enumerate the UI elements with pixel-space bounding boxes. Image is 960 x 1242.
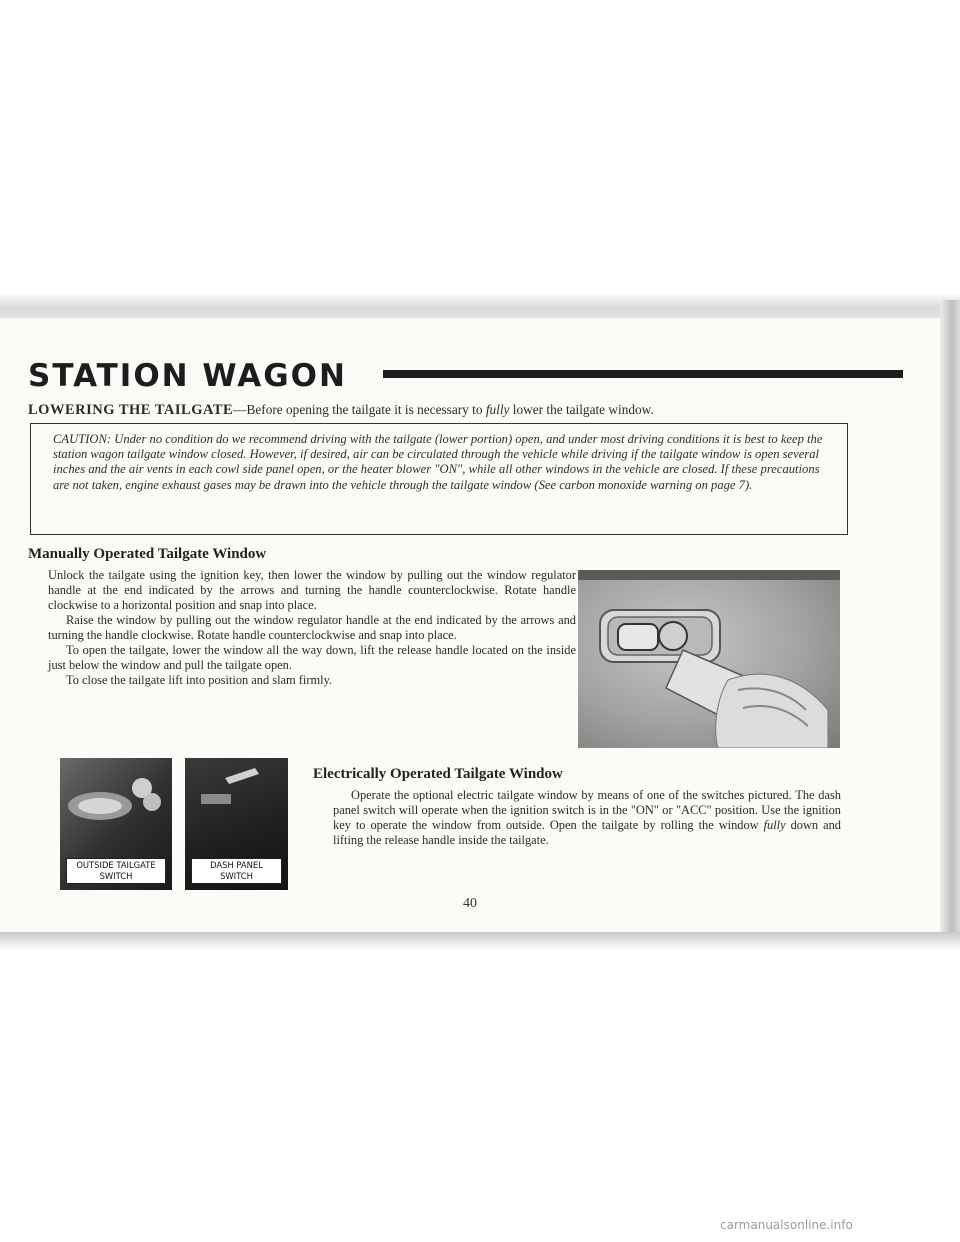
section-header [28, 358, 878, 398]
manual-window-body [48, 568, 576, 688]
dash-label-line2: SWITCH [220, 871, 253, 881]
outside-tailgate-switch-label [66, 858, 166, 884]
scan-shadow-bottom [0, 932, 960, 950]
manual-paragraph: Raise the window by pulling out the window regulator handle at the end indicated by the arrows and turning the handle clockwise. Rotate handle counterclockwise and snap into place. [48, 613, 576, 642]
manual-paragraph: To open the tailgate, lower the window all the way down, lift the release handle located on the inside just below the window and pull the tailgate open. [48, 643, 576, 672]
caution-text: CAUTION: Under no condition do we recommend driving with the tailgate (lower portion) open, and under most driving conditions it is best to keep the station wagon tailgate window closed. However, if desired, air can be circulated through the vehicle while driving if the tailgate window is open several inches and the air vents in each cowl side panel open, or the heater blower "ON", while all other windows in the vehicle are closed. If these precautions are not taken, engine exhaust gases may be drawn into the vehicle through the tailgate window (See carbon monoxide warning on page 7). [53, 432, 823, 492]
section-title: STATION WAGON [28, 358, 347, 394]
lowering-tailgate-heading: LOWERING THE TAILGATE [28, 402, 234, 418]
page-number: 40 [463, 896, 477, 911]
intro-text-before: —Before opening the tailgate it is necessary to [233, 402, 486, 417]
tailgate-handle-illustration [578, 570, 840, 748]
watermark: carmanualsonline.info [720, 1218, 853, 1232]
manual-window-heading: Manually Operated Tailgate Window [28, 546, 267, 562]
electric-emphasis: fully [763, 818, 786, 832]
dash-panel-switch-photo [185, 758, 288, 890]
outside-label-line1: OUTSIDE TAILGATE [76, 860, 156, 870]
tailgate-handle-photo [578, 570, 840, 748]
outside-label-line2: SWITCH [99, 871, 133, 881]
title-rule [383, 370, 903, 378]
electric-window-body [333, 788, 841, 848]
caution-box [30, 423, 848, 535]
lowering-tailgate-intro [28, 402, 888, 419]
electric-text-2: down and lifting the release handle inside the tailgate. [333, 818, 841, 847]
intro-emphasis: fully [485, 402, 510, 417]
page-edge-shadow [940, 300, 960, 940]
dash-panel-switch-label [191, 858, 282, 884]
manual-paragraph: Unlock the tailgate using the ignition key, then lower the window by pulling out the window regulator handle at the end indicated by the arrows and turning the handle counterclockwise. Rotate handle clockwise to a horizontal position and snap into place. [48, 568, 576, 612]
intro-text-after: lower the tailgate window. [509, 402, 654, 417]
outside-tailgate-switch-photo [60, 758, 172, 890]
electric-text-1: Operate the optional electric tailgate window by means of one of the switches pictured. The dash panel switch will operate when the ignition switch is in the "ON" or "ACC" position. Use the ignition key to operate the window from outside. Open the tailgate by rolling the window [333, 788, 841, 832]
electric-window-heading: Electrically Operated Tailgate Window [313, 766, 563, 782]
dash-label-line1: DASH PANEL [210, 860, 263, 870]
manual-paragraph: To close the tailgate lift into position and slam firmly. [66, 673, 333, 687]
